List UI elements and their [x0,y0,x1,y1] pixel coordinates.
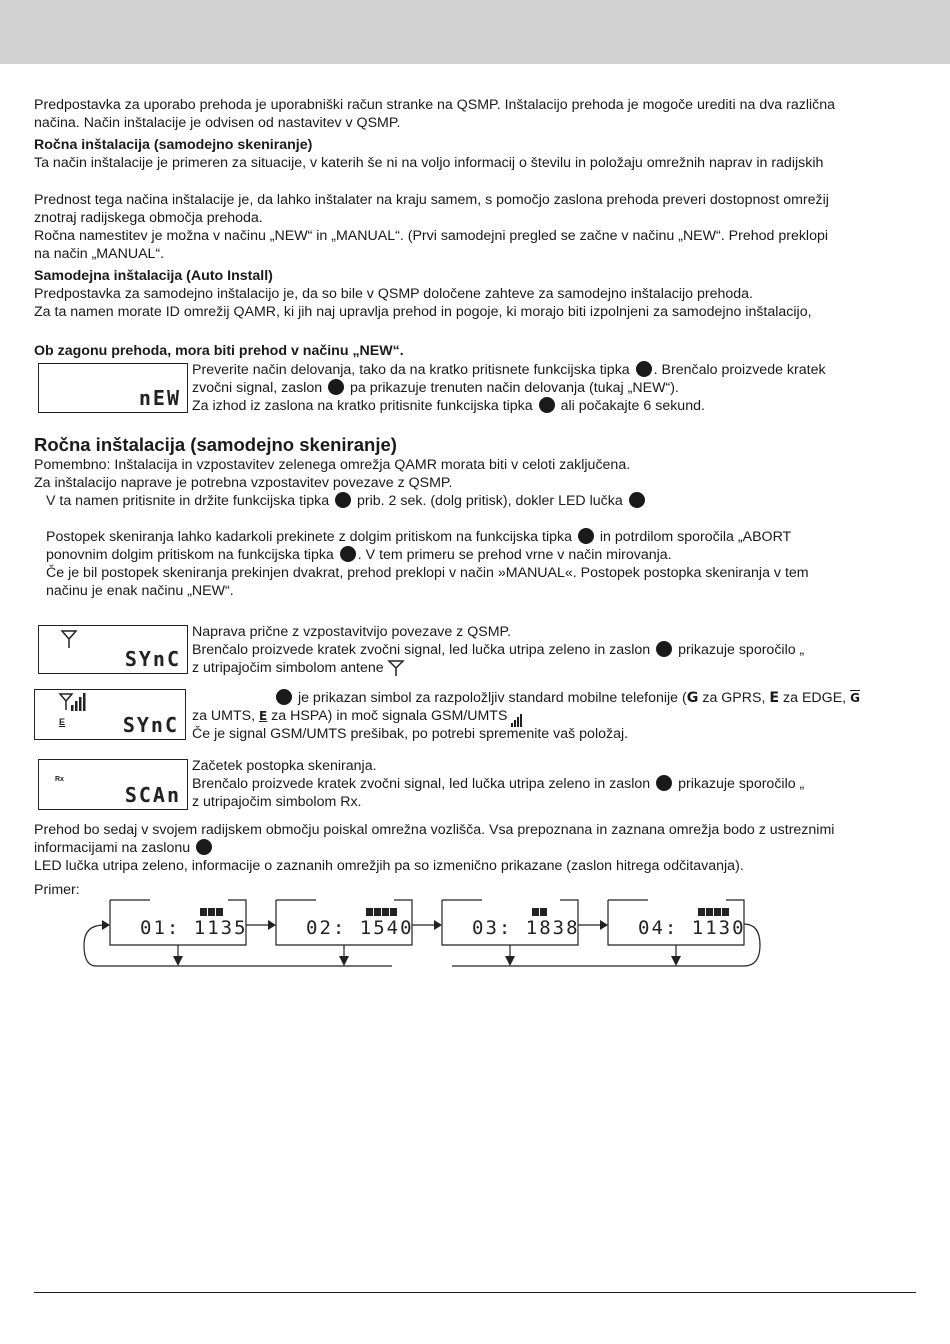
scan-line-3: V ta namen pritisnite in držite funkcijska tipka prib. 2 sek. (dolg pritisk), dokler LED lučka [46,492,647,510]
startup-line-2: zvočni signal, zaslon pa prikazuje trenuten način delovanja (tukaj „NEW“). [192,380,679,396]
startup-line-1: Preverite način delovanja, tako da na kratko pritisnete funkcijska tipka . Brenčalo proizvede kratek [192,362,826,378]
sync1-line-2: Brenčalo proizvede kratek zvočni signal, led lučka utripa zeleno in zaslon prikazuje sporočilo „ [192,642,805,658]
manual-line-5: na način „MANUAL“. [34,246,165,262]
intro-line-1: Predpostavka za uporabo prehoda je uporabniški račun stranke na QSMP. Inštalacijo prehoda je mogoče urediti na dva različna [34,97,836,113]
rx-indicator: Rx [55,776,64,783]
scan-step-line-3: z utripajočim simbolom Rx. [192,794,362,810]
example-display-3 [442,900,578,945]
signal-bars-icon [532,908,548,916]
edge-symbol: E [769,690,780,706]
sync2-line-2: za UMTS, E za HSPA) in moč signala GSM/UMTS [192,707,523,727]
lcd-text: 01: 1135 [140,917,248,939]
footer-rule [34,1292,916,1293]
intro-line-2: načina. Način inštalacije je odvisen od nastavitev v QSMP. [34,115,401,131]
lcd-text: SCAn [124,783,181,807]
manual-heading: Ročna inštalacija (samodejno skeniranje) [34,137,313,153]
sync2-line-1: je prikazan simbol za razpoložljiv standard mobilne telefonije (G za GPRS, E za EDGE, $\overline{G}$ [274,689,860,707]
scan-line-2: Za inštalacijo naprave je potrebna vzpostavitev povezave z QSMP. [34,475,453,491]
scan-step-line-2: Brenčalo proizvede kratek zvočni signal, led lučka utripa zeleno in zaslon prikazuje sporočilo „ [192,776,805,792]
lcd-text: 02: 1540 [306,917,414,939]
signal-bars-icon [366,908,398,916]
umts-symbol: $\overline{G}$ [850,691,860,705]
scan-line-5: ponovnim dolgim pritiskom na funkcijska tipka . V tem primeru se prehod vrne v način mirovanja. [46,547,672,563]
lcd-text: SYnC [124,647,181,671]
example-display-2 [276,900,412,945]
manual-line-2: Prednost tega načina inštalacije je, da lahko inštalater na kraju samem, s pomočjo zaslona prehoda preveri dostopnost omrežij [34,192,829,208]
example-display-1 [110,900,246,945]
scan-line-7: načinu je enak načinu „NEW“. [46,583,234,599]
scan-line-1: Pomembno: Inštalacija in vzpostavitev zelenega omrežja QAMR morata biti v celoti zaključena. [34,457,631,473]
startup-heading: Ob zagonu prehoda, mora biti prehod v načinu „NEW“. [34,343,404,359]
manual-line-1: Ta način inštalacije je primeren za situacije, v katerih še ni na voljo informacij o številu in položaju omrežnih naprav in radijskih [34,155,824,171]
manual-line-3: znotraj radijskega območja prehoda. [34,210,263,226]
lcd-text: SYnC [122,713,179,737]
lcd-text: nEW [138,386,181,410]
signal-bars-icon [200,908,224,916]
results-line-1: Prehod bo sedaj v svojem radijskem območju poiskal omrežna vozlišča. Vsa prepoznana in zaznana omrežja bodo z ustreznimi [34,822,835,838]
manual-line-4: Ročna namestitev je možna v načinu „NEW“ in „MANUAL“. (Prvi samodejni pregled se začne v načinu „NEW“. Prehod preklopi [34,228,829,244]
example-display-4 [608,900,744,945]
lcd-mode-indicator: E [59,717,66,727]
lcd-text: 04: 1130 [638,917,746,939]
gprs-symbol: G [686,690,699,706]
sync2-line-3: Če je signal GSM/UMTS prešibak, po potrebi spremenite vaš položaj. [192,726,629,742]
lcd-text: 03: 1838 [472,917,580,939]
sync1-line-3: z utripajočim simbolom antene [192,659,404,677]
results-line-2: informacijami na zaslonu [34,839,214,857]
auto-heading: Samodejna inštalacija (Auto Install) [34,268,273,284]
hspa-symbol: E [259,709,268,723]
auto-line-1: Predpostavka za samodejno inštalacijo je, da so bile v QSMP določene zahteve za samodejno inštalacijo prehoda. [34,286,753,302]
startup-line-3: Za izhod iz zaslona na kratko pritisnite funkcijska tipka ali počakajte 6 sekund. [192,398,705,414]
example-label: Primer: [34,882,80,898]
sync1-line-1: Naprava prične z vzpostavitvijo povezave z QSMP. [192,624,512,640]
results-line-3: LED lučka utripa zeleno, informacije o zaznanih omrežjih pa so izmenično prikazane (zaslon hitrega odčitavanja). [34,858,744,874]
scan-line-6: Če je bil postopek skeniranja prekinjen dvakrat, prehod preklopi v način »MANUAL«. Postopek postopka skeniranja v tem [46,565,809,581]
scan-line-4: Postopek skeniranja lahko kadarkoli prekinete z dolgim pritiskom na funkcijska tipka in potrdilom sporočila „ABORT [46,529,792,545]
auto-line-2: Za ta namen morate ID omrežij QAMR, ki jih naj upravlja prehod in pogoje, ki morajo biti izpolnjeni za samodejno inštalacijo, [34,304,812,320]
scan-step-line-1: Začetek postopka skeniranja. [192,758,377,774]
signal-bars-icon [698,908,730,916]
scan-heading: Ročna inštalacija (samodejno skeniranje) [34,434,397,455]
